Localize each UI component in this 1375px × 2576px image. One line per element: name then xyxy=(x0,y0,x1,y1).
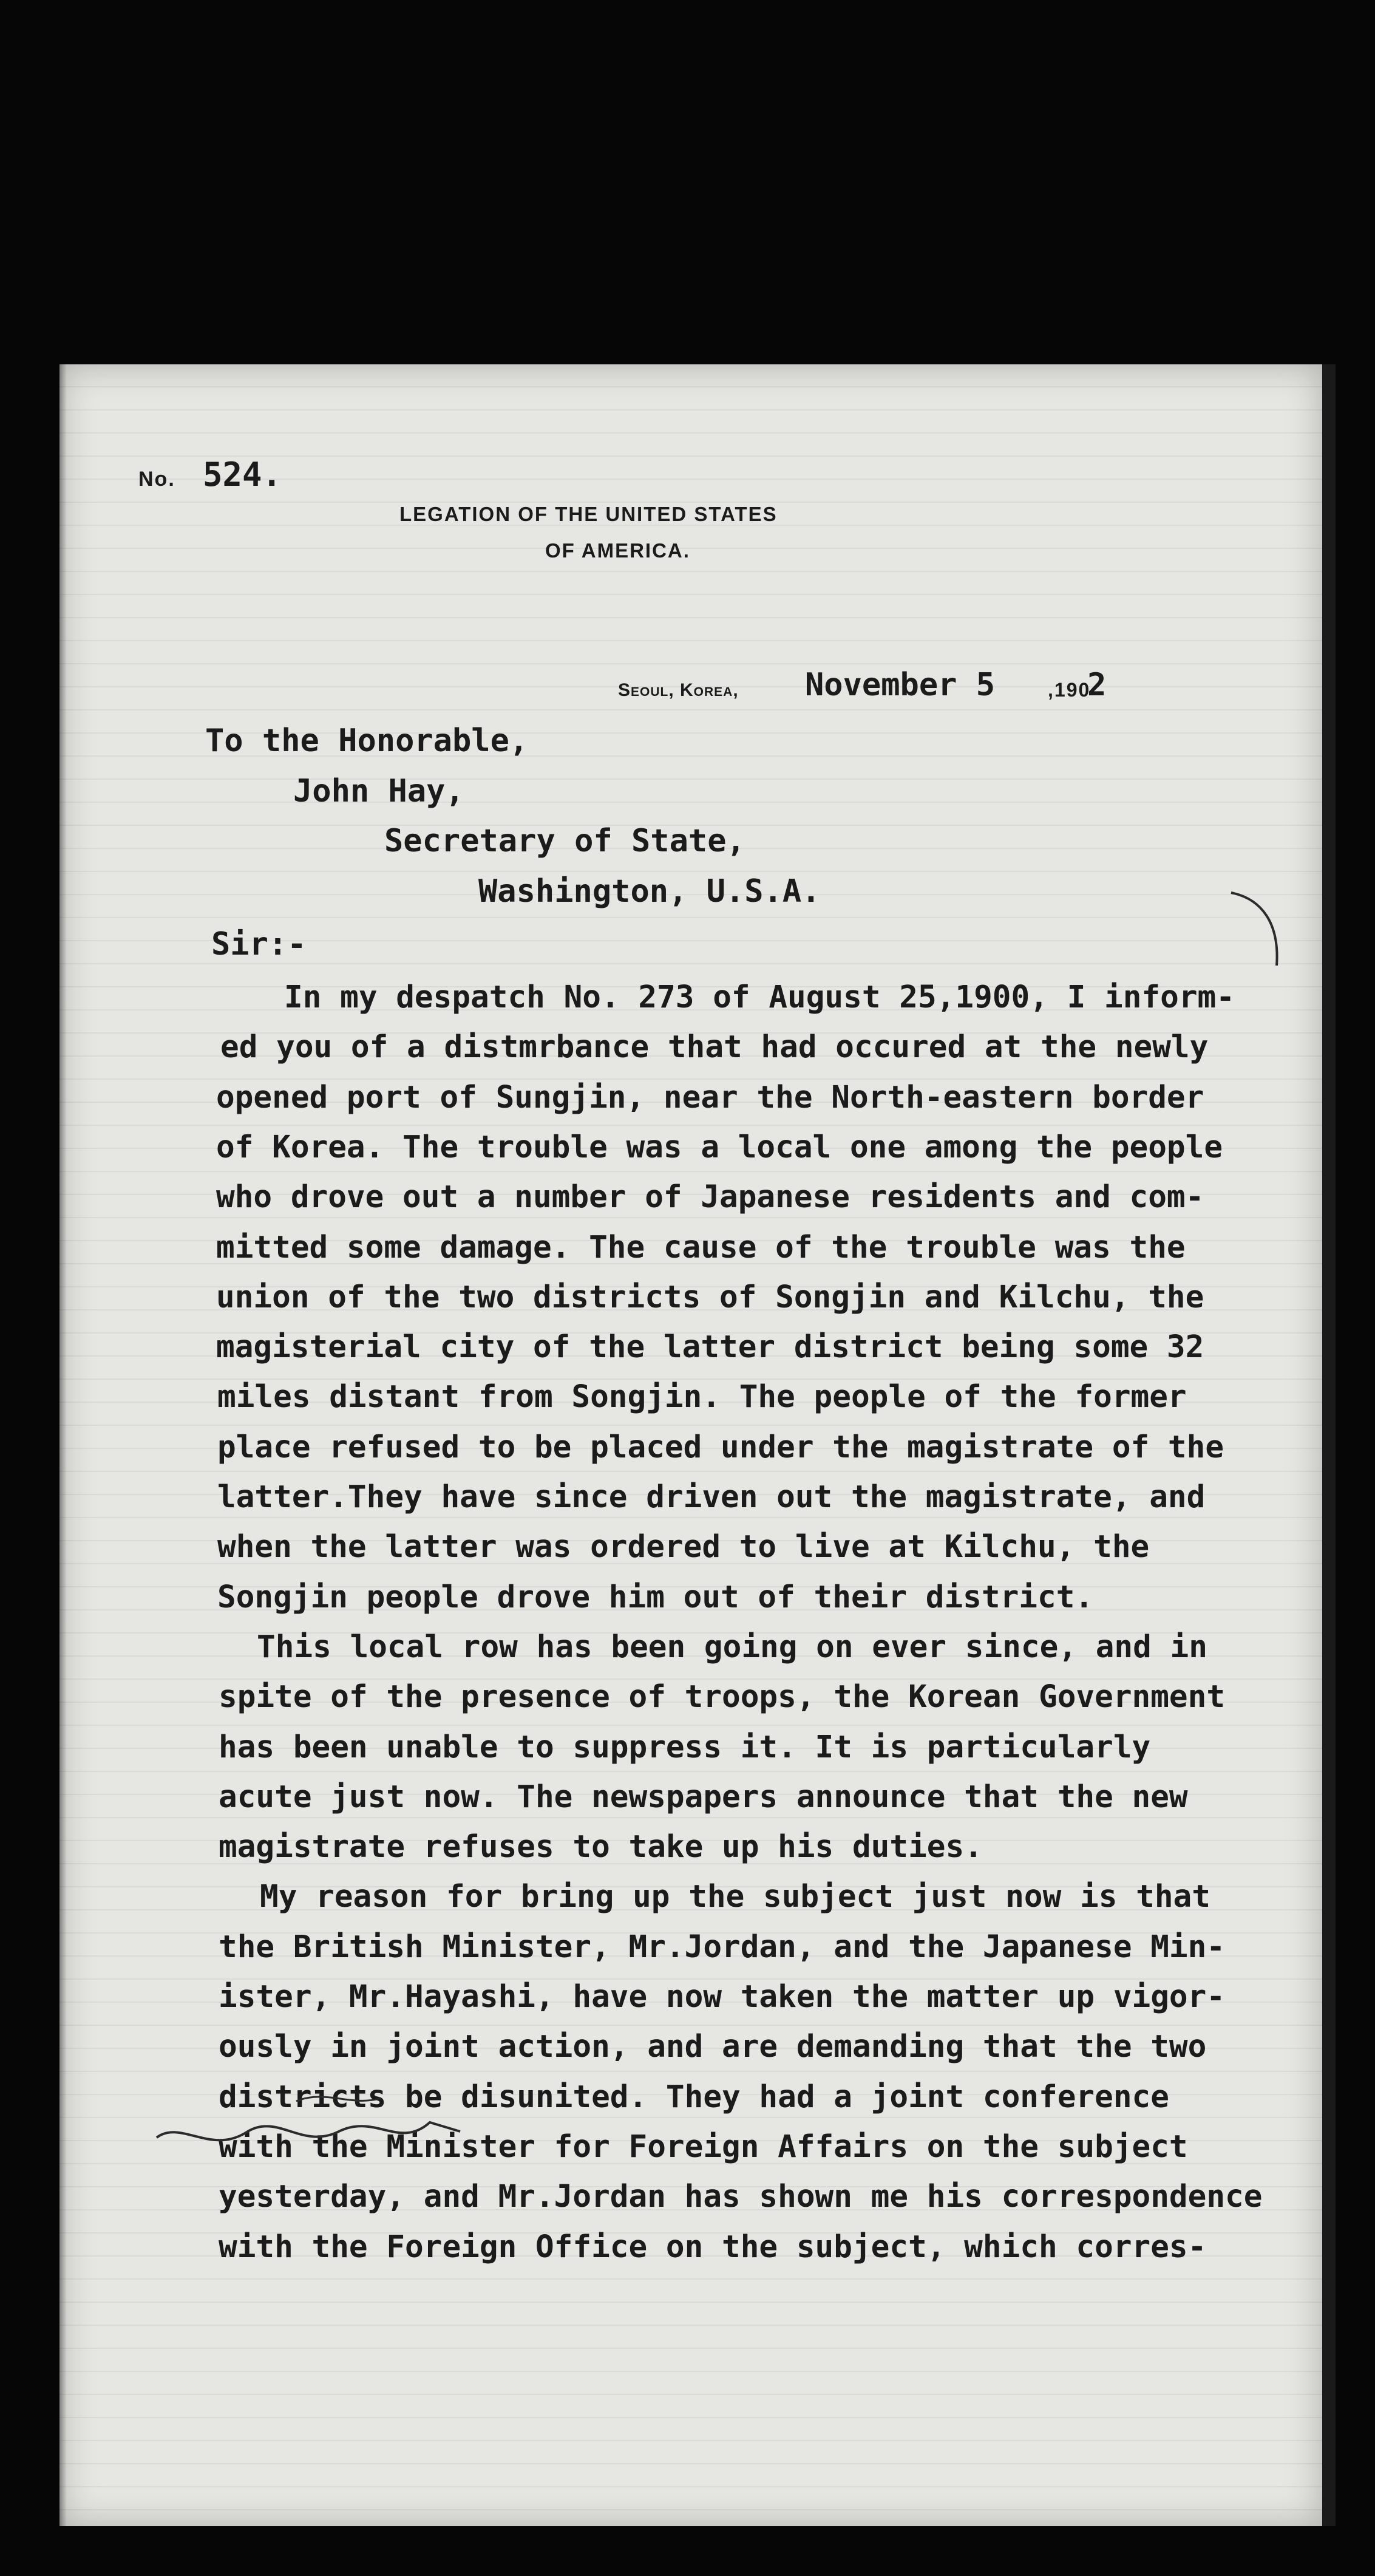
body-line: with the Minister for Foreign Affairs on the subject xyxy=(219,2129,1188,2165)
sheet-edge-shadow xyxy=(59,364,67,2526)
body-line: ously in joint action, and are demanding that the two xyxy=(219,2029,1207,2065)
body-line: yesterday, and Mr.Jordan has shown me his correspondence xyxy=(219,2179,1263,2215)
body-line: magistrate refuses to take up his duties. xyxy=(219,1829,983,1865)
letter-sheet xyxy=(59,364,1336,2526)
body-line: of Korea. The trouble was a local one among the people xyxy=(216,1130,1223,1165)
body-line: opened port of Sungjin, near the North-eastern border xyxy=(216,1080,1204,1116)
address-line-3: Secretary of State, xyxy=(384,823,745,859)
body-line: miles distant from Songjin. The people of the former xyxy=(217,1379,1187,1415)
despatch-number: 524. xyxy=(203,455,282,494)
body-line: who drove out a number of Japanese residents and com- xyxy=(216,1179,1204,1215)
body-line: with the Foreign Office on the subject, which corres- xyxy=(219,2229,1207,2265)
body-line: This local row has been going on ever since, and in xyxy=(257,1629,1207,1665)
address-line-4: Washington, U.S.A. xyxy=(478,873,821,910)
body-line: My reason for bring up the subject just now is that xyxy=(260,1879,1210,1915)
body-line: districts be disunited. They had a joint conference xyxy=(219,2079,1169,2115)
letterhead-line-1: LEGATION OF THE UNITED STATES xyxy=(399,503,778,525)
body-line: latter.They have since driven out the magistrate, and xyxy=(217,1479,1206,1515)
body-line: ed you of a distmrbance that had occured at the newly xyxy=(220,1029,1209,1065)
year-prefix: ,190 xyxy=(1048,679,1091,701)
body-line: Songjin people drove him out of their district. xyxy=(217,1579,1094,1615)
year-digit: 2 xyxy=(1087,667,1107,703)
body-line: mitted some damage. The cause of the trouble was the xyxy=(216,1230,1186,1266)
place-of-writing: Seoul, Korea, xyxy=(618,680,739,700)
address-line-2: John Hay, xyxy=(293,773,464,809)
body-line: In my despatch No. 273 of August 25,1900, I inform- xyxy=(284,980,1235,1015)
body-line: magisterial city of the latter district being some 32 xyxy=(216,1329,1204,1365)
number-label: No. xyxy=(138,468,175,491)
body-line: when the latter was ordered to live at Kilchu, the xyxy=(217,1529,1150,1565)
body-line: the British Minister, Mr.Jordan, and the Japanese Min- xyxy=(219,1929,1226,1965)
body-line: union of the two districts of Songjin and Kilchu, the xyxy=(216,1279,1204,1315)
body-line: ister, Mr.Hayashi, have now taken the matter up vigor- xyxy=(219,1979,1226,2015)
body-line: has been unable to suppress it. It is particularly xyxy=(219,1729,1151,1765)
margin-bracket-mark xyxy=(1225,887,1298,972)
letter-date: November 5 xyxy=(805,667,996,703)
letterhead-line-2: OF AMERICA. xyxy=(545,539,690,562)
body-line: acute just now. The newspapers announce that the new xyxy=(219,1779,1188,1815)
body-line: spite of the presence of troops, the Korean Government xyxy=(219,1679,1226,1715)
address-line-1: To the Honorable, xyxy=(205,723,529,759)
body-line: place refused to be placed under the magistrate of the xyxy=(217,1429,1224,1465)
salutation: Sir:- xyxy=(211,926,307,963)
